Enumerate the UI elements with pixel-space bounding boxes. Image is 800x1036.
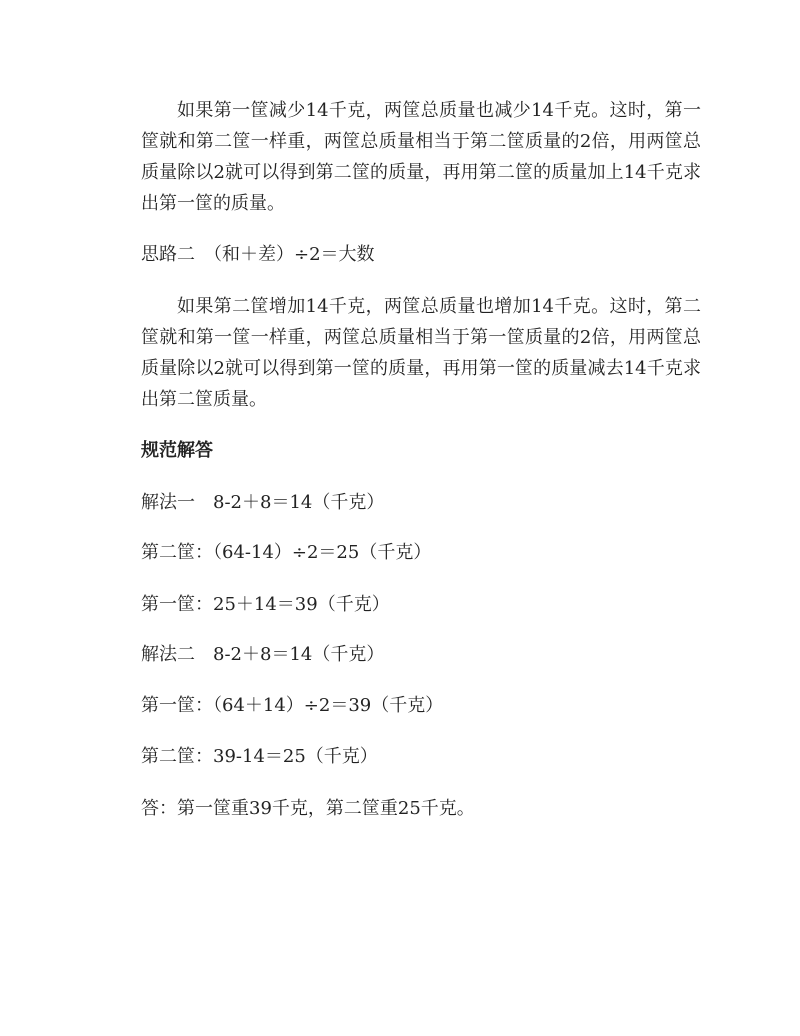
solution-line: 第一筐：25＋14＝39（千克） bbox=[141, 594, 390, 615]
solution-line: 第二筐：39-14＝25（千克） bbox=[141, 746, 378, 767]
analysis-paragraph-1: 如果第一筐减少14千克，两筐总质量也减少14千克。这时，第一筐就和第二筐一样重，两筐总质量相当于第二筐质量的2倍，用两筐总质量除以2就可以得到第二筐的质量，再用第二筐的质量加上14千克求出第一筐的质量。 bbox=[141, 100, 701, 214]
solution-line: 解法一 8-2＋8＝14（千克） bbox=[141, 492, 385, 513]
solution-line: 第一筐：（64＋14）÷2＝39（千克） bbox=[141, 695, 444, 716]
analysis-paragraph-2: 如果第二筐增加14千克，两筐总质量也增加14千克。这时，第二筐就和第一筐一样重，两筐总质量相当于第一筐质量的2倍，用两筐总质量除以2就可以得到第一筐的质量，再用第一筐的质量减去14千克求出第二筐质量。 bbox=[141, 296, 701, 410]
answer-line: 答：第一筐重39千克，第二筐重25千克。 bbox=[141, 798, 475, 819]
solution-heading: 规范解答 bbox=[141, 440, 213, 461]
solution-line: 第二筐：（64-14）÷2＝25（千克） bbox=[141, 542, 432, 563]
solution-line: 解法二 8-2＋8＝14（千克） bbox=[141, 644, 385, 665]
approach-2-formula: 思路二 （和＋差）÷2＝大数 bbox=[141, 244, 375, 265]
